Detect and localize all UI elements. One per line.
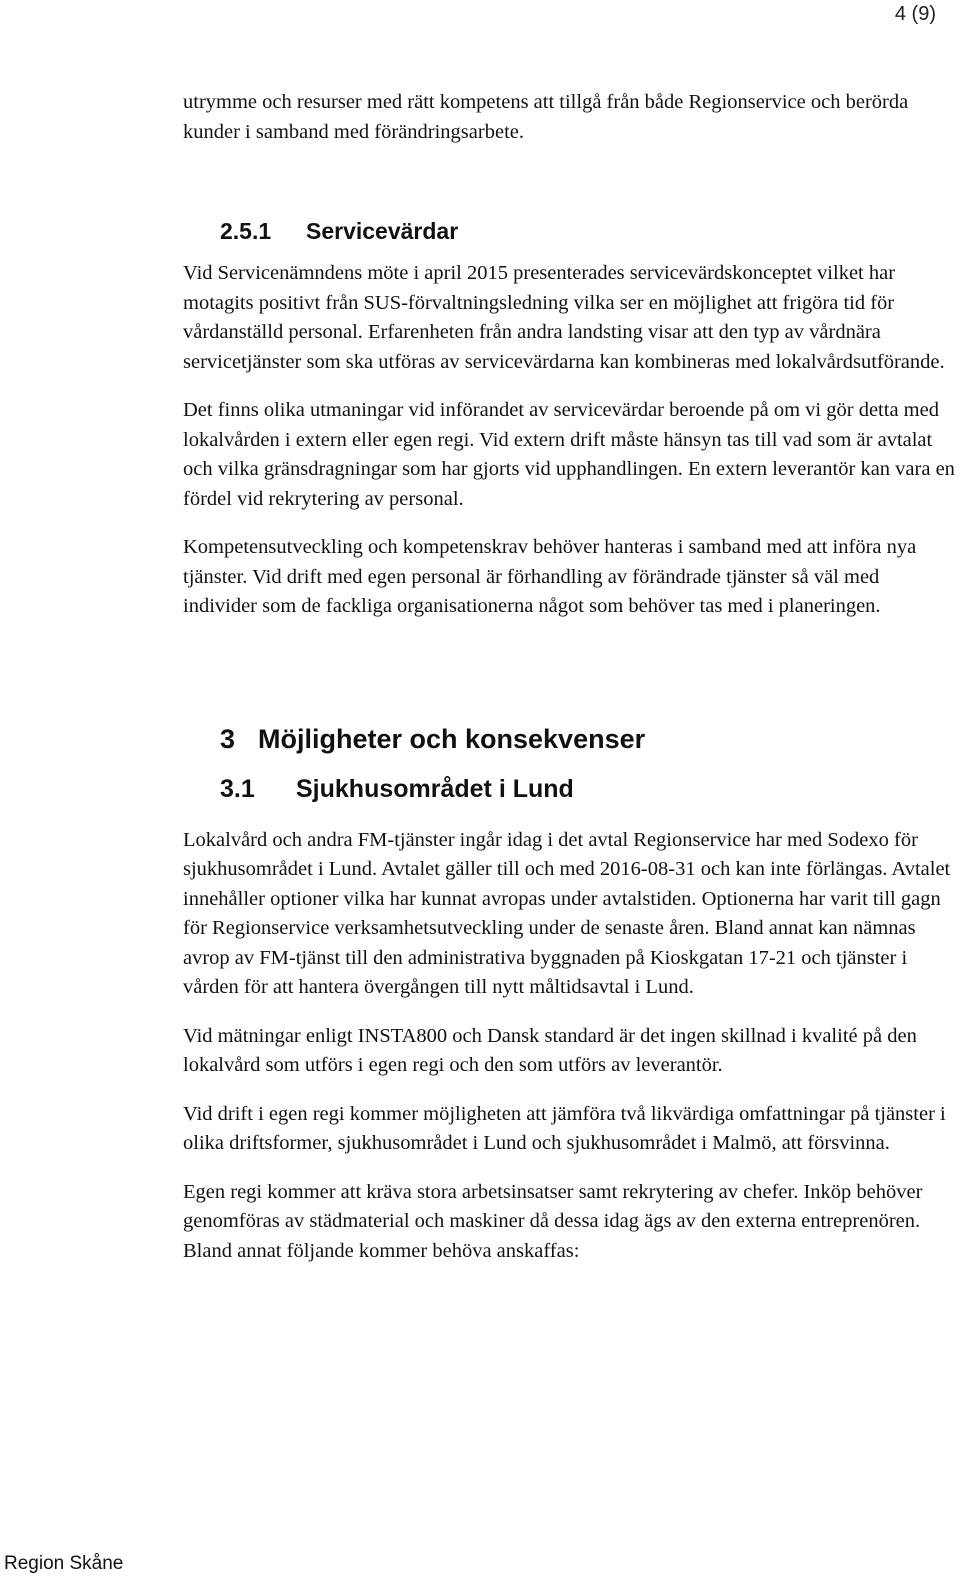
paragraph-lund-4: Egen regi kommer att kräva stora arbetsinsatser samt rekrytering av chefer. Inköp behöver genomföras av städmaterial och maskiner då dessa idag ägs av den externa entreprenören. Bland annat följande kommer behöva anskaffas: [183, 1180, 923, 1262]
document-body [183, 88, 955, 1266]
paragraph-lund-2: Vid mätningar enligt INSTA800 och Dansk standard är det ingen skillnad i kvalité på den lokalvård som utförs i egen regi och den som utförs av leverantör. [183, 1024, 917, 1076]
paragraph-lund-1: Lokalvård och andra FM-tjänster ingår idag i det avtal Regionservice har med Sodexo för sjukhusområdet i Lund. Avtalet gäller till och med 2016-08-31 och kan inte förlängas. Avtalet innehåller optioner vilka har kunnat avropas under avtalstiden. Optionerna har varit till gagn för Regionservice verksamhetsutveckling under de senaste åren. Bland annat kan nämnas avrop av FM-tjänst till den administrativa byggnaden på Kioskgatan 17-21 och tjänster i vården för att hantera övergången till nytt måltidsavtal i Lund. [183, 828, 951, 998]
heading-3-1 [220, 775, 960, 804]
heading-3 [220, 724, 960, 755]
footer-organization: Region Skåne [4, 1553, 124, 1574]
heading-title: Möjligheter och konsekvenser [258, 723, 646, 754]
paragraph-intro: utrymme och resurser med rätt kompetens att tillgå från både Regionservice och berörda kunder i samband med förändringsarbete. [183, 91, 909, 143]
paragraph-servicevardar-3: Kompetensutveckling och kompetenskrav behöver hanteras i samband med att införa nya tjänster. Vid drift med egen personal är förhandling av förändrade tjänster så väl med individer som de fackliga organisationerna något som behöver tas med i planeringen. [183, 536, 917, 617]
paragraph-lund-3: Vid drift i egen regi kommer möjligheten att jämföra två likvärdiga omfattningar på tjänster i olika driftsformer, sjukhusområdet i Lund och sjukhusområdet i Malmö, att försvinna. [183, 1102, 946, 1154]
page-number: 4 (9) [894, 3, 936, 25]
heading-2-5-1 [220, 218, 960, 245]
heading-title: Sjukhusområdet i Lund [296, 774, 574, 803]
paragraph-servicevardar-1: Vid Servicenämndens möte i april 2015 presenterades servicevärdskonceptet vilket har motagits positivt från SUS-förvaltningsledning vilka ser en möjlighet att frigöra tid för vårdanställd personal. Erfarenheten från andra landsting visar att den typ av vårdnära servicetjänster som ska utföras av servicevärdarna kan kombineras med lokalvårdsutförande. [183, 262, 945, 373]
heading-number: 2.5.1 [220, 218, 272, 244]
heading-title: Servicevärdar [306, 218, 459, 244]
heading-number: 3.1 [220, 774, 255, 803]
heading-number: 3 [220, 723, 236, 754]
paragraph-servicevardar-2: Det finns olika utmaningar vid införandet av servicevärdar beroende på om vi gör detta med lokalvården i extern eller egen regi. Vid extern drift måste hänsyn tas till vad som är avtalat och vilka gränsdragningar som har gjorts vid upphandlingen. En extern leverantör kan vara en fördel vid rekrytering av personal. [183, 399, 955, 510]
